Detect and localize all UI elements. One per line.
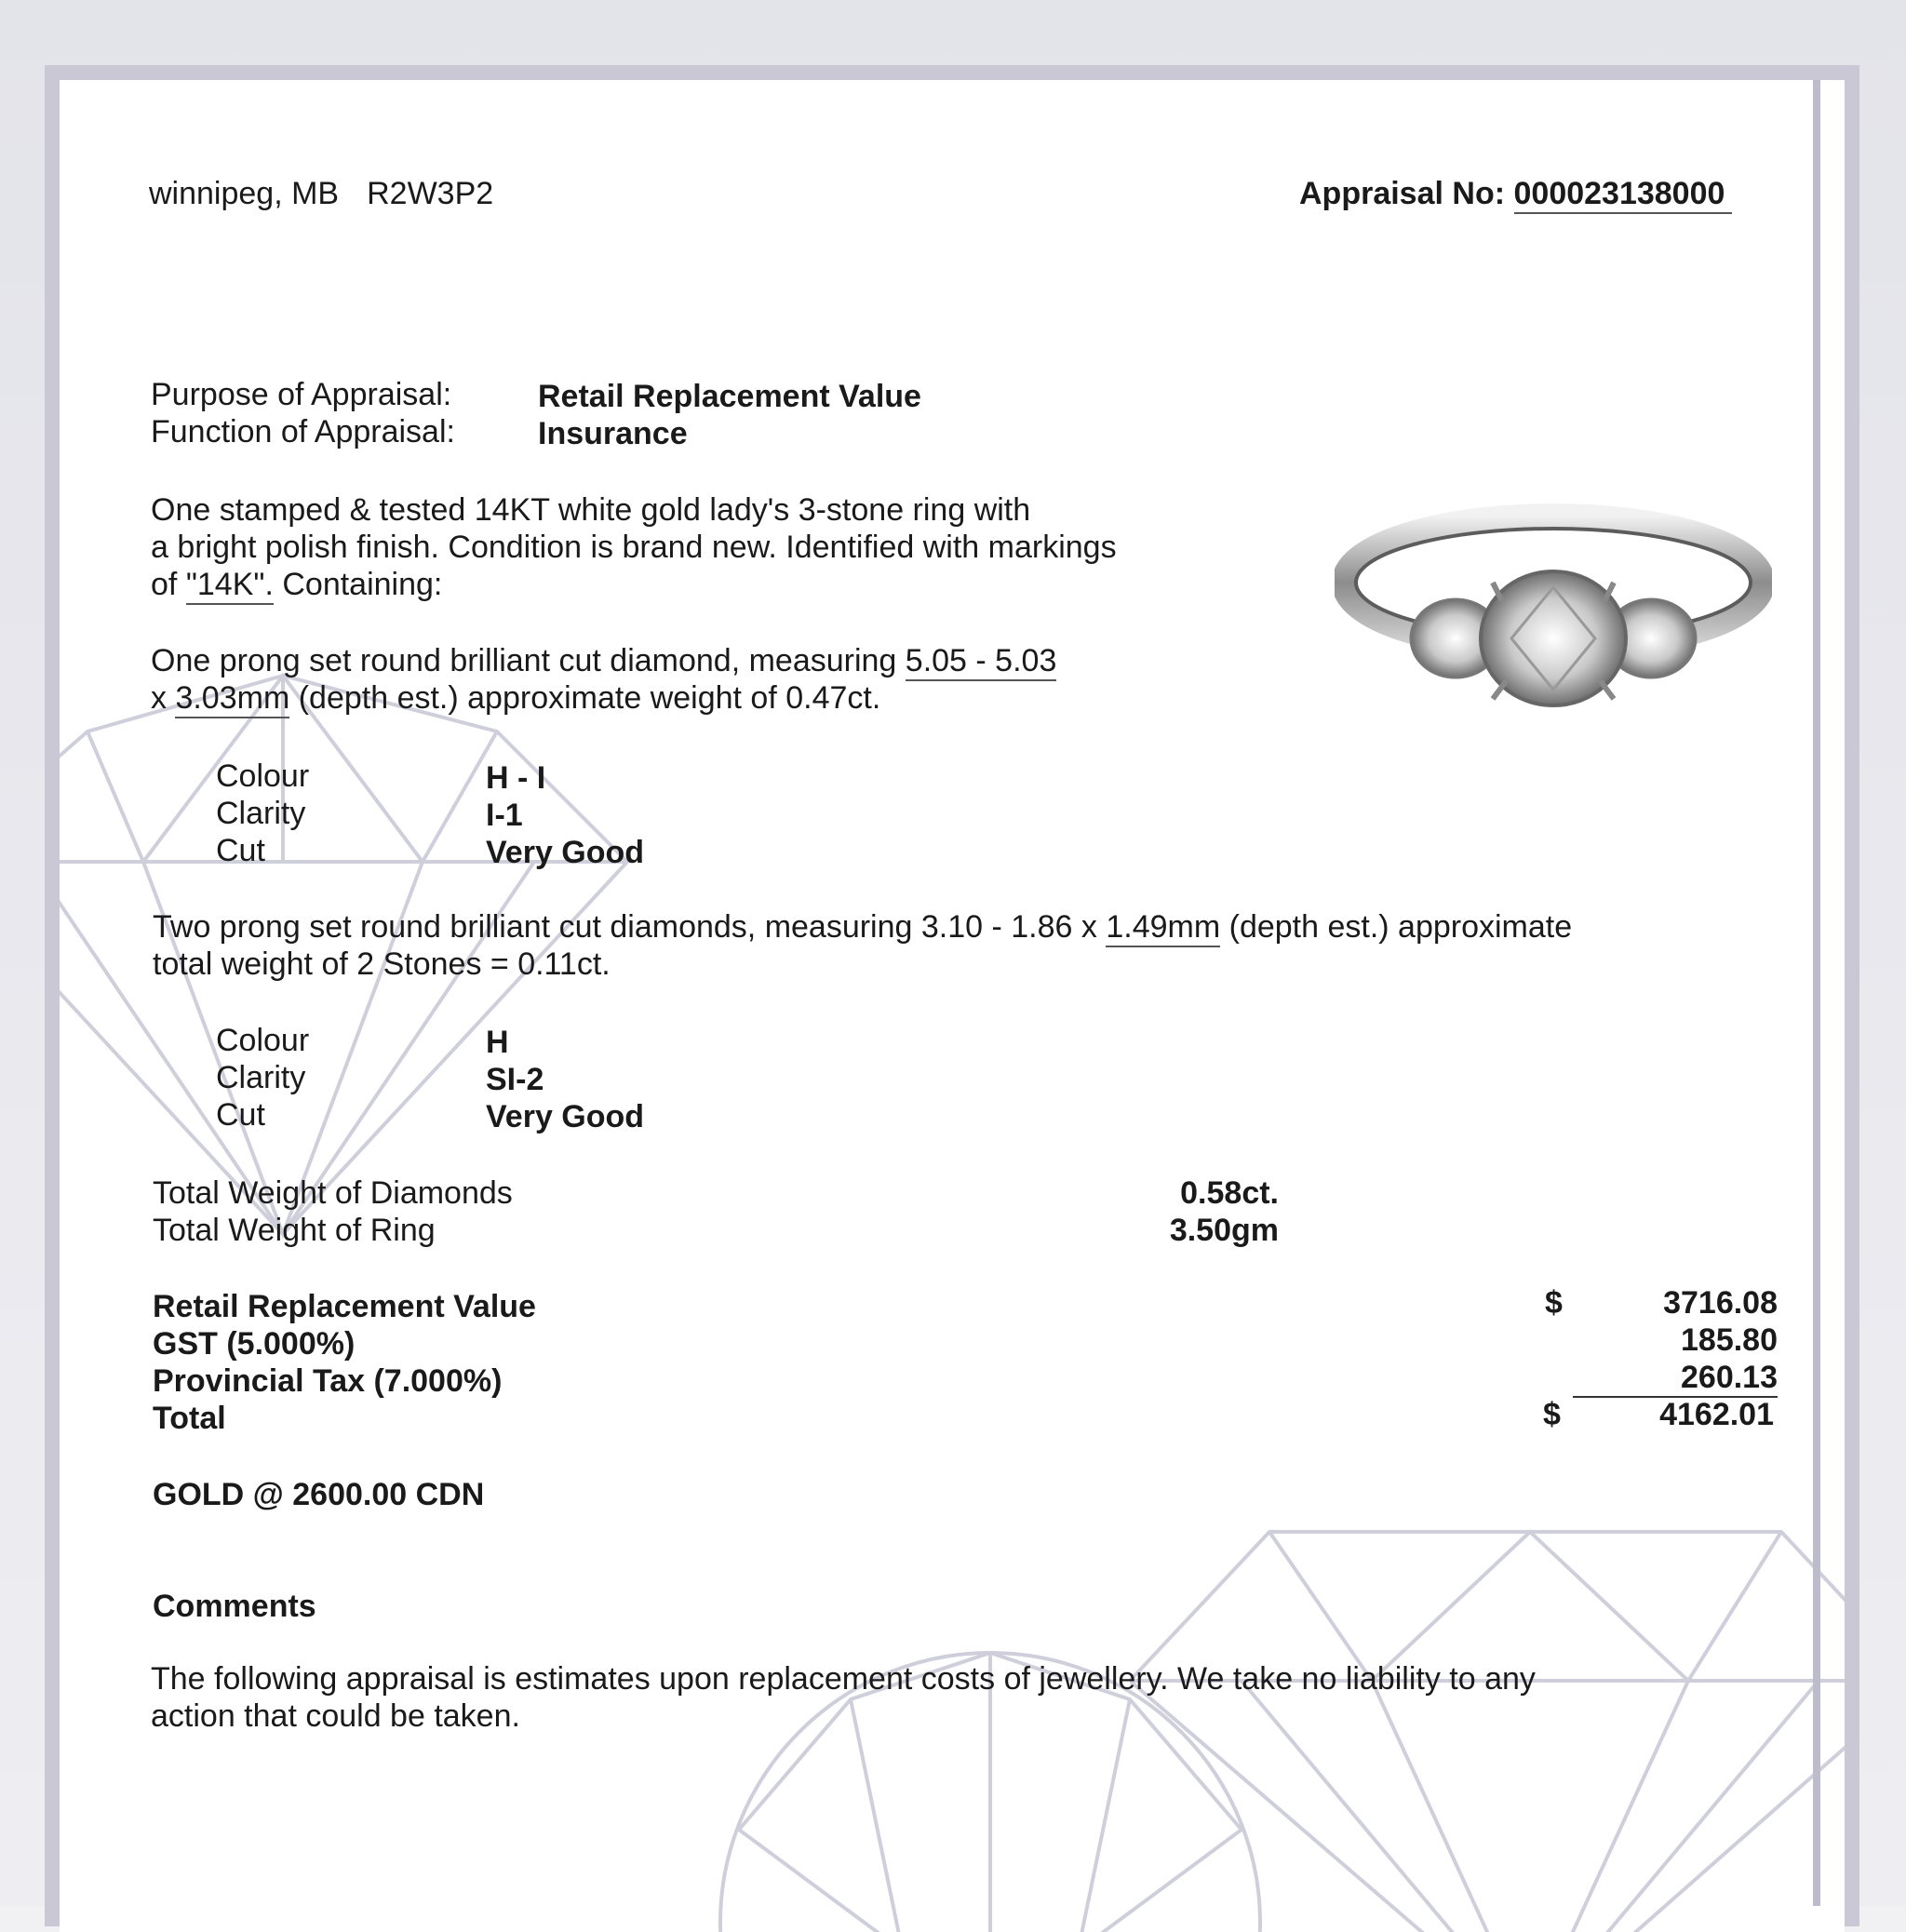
ring-photo: [1335, 499, 1772, 731]
side-stones-line-1: Two prong set round brilliant cut diamonds, measuring 3.10 - 1.86 x 1.49mm (depth est.) approximate: [153, 908, 1572, 946]
comments-line-2: action that could be taken.: [151, 1698, 520, 1734]
purpose-label: Purpose of Appraisal:: [151, 377, 452, 412]
center-stone-line-1: One prong set round brilliant cut diamond, measuring 5.05 - 5.03: [151, 642, 1056, 679]
gold-price: GOLD @ 2600.00 CDN: [153, 1477, 485, 1512]
function-label: Function of Appraisal:: [151, 414, 455, 449]
valuation-label: Provincial Tax (7.000%): [153, 1363, 503, 1399]
appraisal-number: 000023138000: [1514, 176, 1733, 214]
side-stones-measure: 1.49mm: [1106, 909, 1220, 947]
grade-label: Cut: [216, 1097, 265, 1133]
purpose-value: Retail Replacement Value: [538, 379, 921, 414]
grade-label: Colour: [216, 758, 310, 794]
grade-label: Cut: [216, 833, 265, 868]
weight-value: 0.58ct.: [1180, 1175, 1279, 1211]
location: winnipeg, MB: [149, 176, 340, 211]
weight-label: Total Weight of Diamonds: [153, 1175, 513, 1211]
center-stone-line-2: x 3.03mm (depth est.) approximate weight of 0.47ct.: [151, 679, 880, 717]
appraisal-number-line: [1299, 175, 1732, 212]
description-line-3: of "14K". Containing:: [151, 566, 442, 603]
grade-value: H - I: [486, 760, 546, 796]
valuation-value: 260.13: [1681, 1360, 1778, 1395]
currency-symbol: $: [1545, 1285, 1563, 1321]
center-stone-measure-1: 5.05 - 5.03: [906, 643, 1057, 681]
valuation-value: 3716.08: [1663, 1285, 1778, 1321]
grade-value: I-1: [486, 798, 523, 833]
description-line-2: a bright polish finish. Condition is brand new. Identified with markings: [151, 530, 1117, 565]
weight-label: Total Weight of Ring: [153, 1213, 436, 1248]
valuation-value: 185.80: [1681, 1322, 1778, 1358]
weight-value: 3.50gm: [1169, 1213, 1279, 1248]
marking-value: "14K".: [186, 567, 274, 605]
valuation-total-value: 4162.01: [1659, 1397, 1774, 1432]
center-stone-measure-2: 3.03mm: [175, 680, 289, 718]
description-line-1: One stamped & tested 14KT white gold lady's 3-stone ring with: [151, 492, 1031, 528]
valuation-label: GST (5.000%): [153, 1326, 356, 1362]
side-stones-line-2: total weight of 2 Stones = 0.11ct.: [153, 946, 611, 982]
valuation-total-label: Total: [153, 1401, 226, 1436]
appraisal-label: Appraisal No:: [1299, 176, 1506, 211]
grade-value: Very Good: [486, 835, 645, 870]
grade-value: H: [486, 1025, 509, 1060]
grade-value: SI-2: [486, 1062, 544, 1097]
grade-label: Clarity: [216, 796, 306, 831]
appraisal-paper: [60, 80, 1845, 1932]
frame-edge: [1813, 80, 1820, 1906]
postal-code: R2W3P2: [367, 176, 494, 211]
grade-label: Colour: [216, 1023, 310, 1058]
valuation-label: Retail Replacement Value: [153, 1289, 536, 1324]
grade-value: Very Good: [486, 1099, 645, 1134]
function-value: Insurance: [538, 416, 688, 451]
currency-symbol: $: [1543, 1397, 1561, 1432]
comments-line-1: The following appraisal is estimates upon replacement costs of jewellery. We take no liability to any: [151, 1661, 1536, 1697]
grade-label: Clarity: [216, 1060, 306, 1095]
comments-heading: Comments: [153, 1589, 316, 1624]
location-line: [149, 175, 493, 212]
